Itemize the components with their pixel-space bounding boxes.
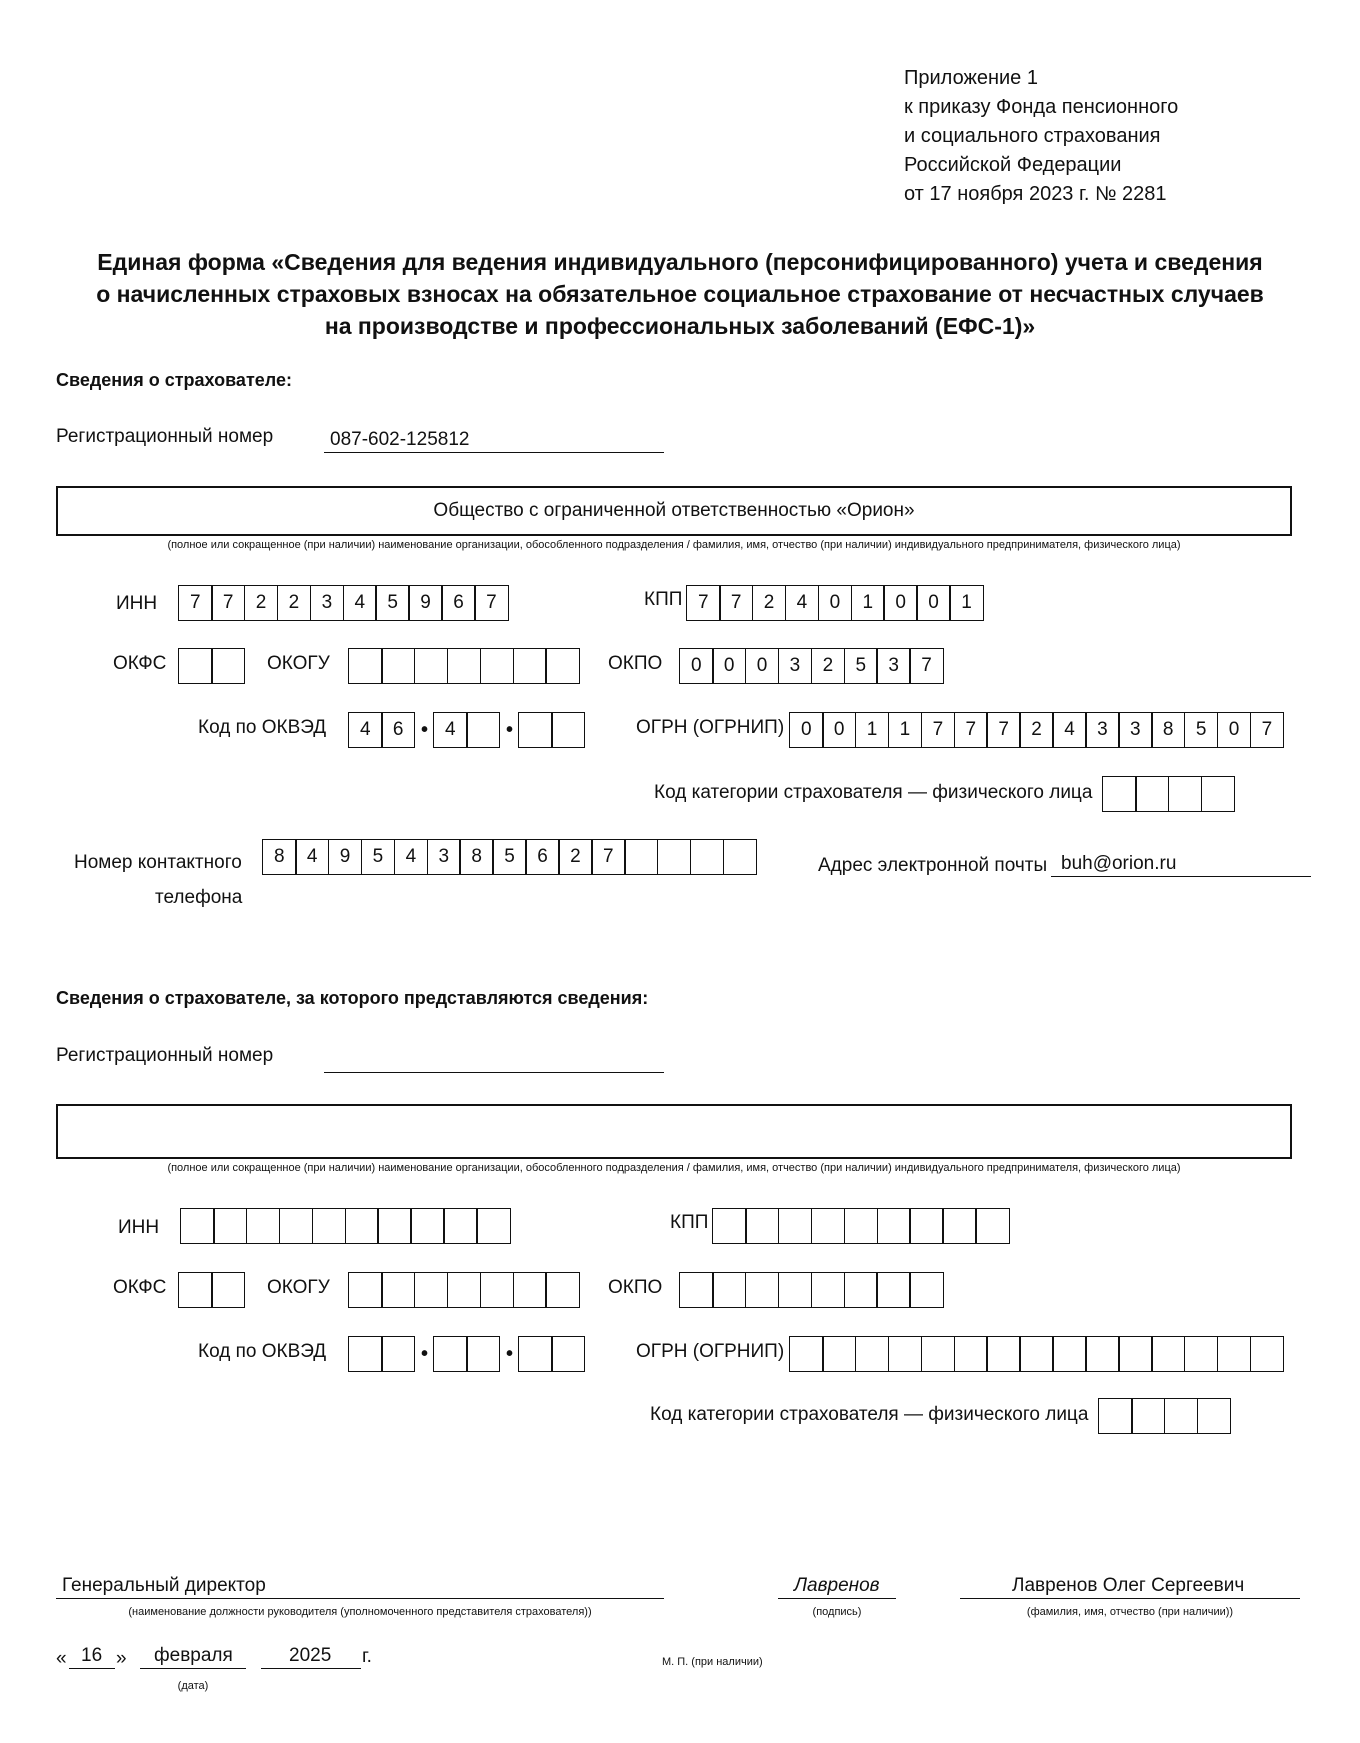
digit-cell[interactable] (877, 1208, 912, 1244)
digit-cell[interactable]: 9 (408, 585, 443, 621)
title-line: Единая форма «Сведения для ведения индивидуального (персонифицированного) учета и сведения (97, 249, 1263, 275)
org-name-field[interactable] (56, 1104, 1292, 1159)
digit-cell[interactable] (348, 1336, 383, 1372)
digit-cell[interactable]: 7 (719, 585, 754, 621)
digit-cell[interactable]: 9 (328, 839, 363, 875)
digit-cell[interactable] (811, 1208, 846, 1244)
okpo-label: ОКПО (608, 1277, 663, 1298)
date-year-suffix: г. (362, 1646, 372, 1667)
date-month-value: февраля (154, 1645, 233, 1666)
digit-cell[interactable] (480, 1272, 515, 1308)
digit-cell[interactable]: 7 (178, 585, 213, 621)
digit-cell[interactable] (789, 1336, 824, 1372)
digit-cell[interactable] (679, 1272, 714, 1308)
okved-cells-b[interactable] (433, 712, 500, 748)
digit-cell[interactable] (844, 1272, 879, 1308)
signature-value: Лавренов (794, 1575, 880, 1596)
org-name-value: Общество с ограниченной ответственностью «Орион» (433, 500, 915, 521)
date-quote-close: » (116, 1648, 127, 1669)
fio-hint: (фамилия, имя, отчество (при наличии)) (1026, 1606, 1234, 1618)
digit-cell[interactable]: 4 (295, 839, 330, 875)
digit-cell[interactable]: 5 (375, 585, 410, 621)
digit-cell[interactable] (942, 1208, 977, 1244)
reg-number-field[interactable] (324, 426, 664, 453)
digit-cell[interactable]: 0 (916, 585, 951, 621)
digit-cell[interactable] (745, 1272, 780, 1308)
digit-cell[interactable] (410, 1208, 445, 1244)
inn-cells[interactable] (178, 585, 509, 621)
digit-cell[interactable]: 7 (211, 585, 246, 621)
digit-cell[interactable] (1052, 1336, 1087, 1372)
digit-cell[interactable] (986, 1336, 1021, 1372)
digit-cell[interactable]: 3 (427, 839, 462, 875)
digit-cell[interactable]: 1 (855, 712, 890, 748)
digit-cell[interactable] (211, 648, 246, 684)
digit-cell[interactable] (1085, 1336, 1120, 1372)
digit-cell[interactable]: 3 (1085, 712, 1120, 748)
digit-cell[interactable] (690, 839, 725, 875)
digit-cell[interactable]: 3 (310, 585, 345, 621)
digit-cell[interactable] (178, 648, 213, 684)
org-name-hint: (полное или сокращенное (при наличии) наименование организации, обособленного подразделения / фамилия, имя, отчество (при наличии) индивидуального предпринимателя, физического лица) (167, 1162, 1181, 1174)
digit-cell[interactable] (844, 1208, 879, 1244)
digit-cell[interactable] (954, 1336, 989, 1372)
digit-cell[interactable] (1118, 1336, 1153, 1372)
digit-cell[interactable]: 7 (921, 712, 956, 748)
digit-cell[interactable] (348, 1272, 383, 1308)
digit-cell[interactable]: 5 (1184, 712, 1219, 748)
okfs-cells[interactable] (178, 1272, 245, 1308)
digit-cell[interactable] (657, 839, 692, 875)
category-label: Код категории страхователя — физического лица (654, 782, 1093, 803)
digit-cell[interactable]: 0 (745, 648, 780, 684)
digit-cell[interactable]: 3 (876, 648, 911, 684)
date-hint: (дата) (177, 1680, 209, 1692)
okogu-label: ОКОГУ (267, 653, 330, 674)
digit-cell[interactable] (1217, 1336, 1252, 1372)
digit-cell[interactable] (1168, 776, 1203, 812)
digit-cell[interactable]: 6 (381, 712, 416, 748)
okogu-cells[interactable] (348, 1272, 580, 1308)
digit-cell[interactable]: 2 (558, 839, 593, 875)
okved-label: Код по ОКВЭД (198, 717, 327, 738)
digit-cell[interactable]: 6 (525, 839, 560, 875)
digit-cell[interactable]: 2 (1019, 712, 1054, 748)
digit-cell[interactable] (909, 1208, 944, 1244)
digit-cell[interactable] (745, 1208, 780, 1244)
digit-cell[interactable]: 8 (1151, 712, 1186, 748)
digit-cell[interactable] (1135, 776, 1170, 812)
digit-cell[interactable]: 7 (954, 712, 989, 748)
okpo-cells[interactable] (679, 648, 944, 684)
ogrn-cells[interactable] (789, 712, 1284, 748)
email-field[interactable] (1051, 850, 1311, 877)
appendix-line: Российской Федерации (904, 154, 1122, 176)
digit-cell[interactable]: 0 (883, 585, 918, 621)
digit-cell[interactable] (545, 1272, 580, 1308)
date-year-value: 2025 (289, 1645, 332, 1666)
section2-heading: Сведения о страхователе, за которого представляются сведения: (56, 988, 649, 1008)
okfs-cells[interactable] (178, 648, 245, 684)
digit-cell[interactable]: 7 (986, 712, 1021, 748)
digit-cell[interactable]: 4 (785, 585, 820, 621)
digit-cell[interactable]: 1 (888, 712, 923, 748)
kpp-cells[interactable] (712, 1208, 1010, 1244)
digit-cell[interactable] (447, 648, 482, 684)
date-day-field[interactable] (69, 1642, 115, 1669)
digit-cell[interactable] (246, 1208, 281, 1244)
digit-cell[interactable]: 2 (752, 585, 787, 621)
digit-cell[interactable] (909, 1272, 944, 1308)
okved-separator: • (506, 1343, 514, 1365)
digit-cell[interactable] (778, 1272, 813, 1308)
position-field[interactable] (56, 1570, 664, 1599)
digit-cell[interactable] (1164, 1398, 1199, 1434)
title-line: на производстве и профессиональных заболеваний (ЕФС-1)» (324, 313, 1036, 339)
phone-label-line1: Номер контактного (74, 852, 242, 873)
digit-cell[interactable] (381, 648, 416, 684)
okved-label: Код по ОКВЭД (198, 1341, 327, 1362)
ogrn-label: ОГРН (ОГРНИП) (636, 1341, 785, 1362)
digit-cell[interactable]: 8 (262, 839, 297, 875)
org-name-field[interactable] (56, 486, 1292, 536)
digit-cell[interactable] (822, 1336, 857, 1372)
position-value: Генеральный директор (62, 1575, 266, 1596)
digit-cell[interactable] (447, 1272, 482, 1308)
digit-cell[interactable]: 4 (394, 839, 429, 875)
okfs-label: ОКФС (113, 1277, 167, 1298)
date-month-field[interactable] (140, 1642, 246, 1669)
ogrn-label: ОГРН (ОГРНИП) (636, 717, 785, 738)
appendix-line: и социального страхования (904, 125, 1161, 147)
kpp-label: КПП (670, 1212, 709, 1233)
digit-cell[interactable] (377, 1208, 412, 1244)
digit-cell[interactable] (381, 1272, 416, 1308)
digit-cell[interactable] (213, 1208, 248, 1244)
digit-cell[interactable] (518, 712, 553, 748)
digit-cell[interactable] (1250, 1336, 1285, 1372)
okpo-label: ОКПО (608, 653, 663, 674)
digit-cell[interactable] (513, 648, 548, 684)
appendix-line: к приказу Фонда пенсионного (904, 96, 1179, 118)
digit-cell[interactable]: 2 (277, 585, 312, 621)
digit-cell[interactable] (178, 1272, 213, 1308)
okved-separator: • (421, 1343, 429, 1365)
digit-cell[interactable] (778, 1208, 813, 1244)
digit-cell[interactable] (975, 1208, 1010, 1244)
digit-cell[interactable] (712, 1208, 747, 1244)
section1-heading: Сведения о страхователе: (56, 370, 292, 390)
digit-cell[interactable] (876, 1272, 911, 1308)
okpo-cells[interactable] (679, 1272, 944, 1308)
digit-cell[interactable] (518, 1336, 553, 1372)
digit-cell[interactable]: 1 (851, 585, 886, 621)
digit-cell[interactable] (1197, 1398, 1232, 1434)
inn-label: ИНН (118, 1217, 160, 1238)
digit-cell[interactable] (1184, 1336, 1219, 1372)
email-value: buh@orion.ru (1061, 853, 1177, 874)
digit-cell[interactable] (466, 1336, 501, 1372)
inn-cells[interactable] (180, 1208, 511, 1244)
okved-separator: • (421, 719, 429, 741)
okved-separator: • (506, 719, 514, 741)
digit-cell[interactable]: 4 (433, 712, 468, 748)
signature-field[interactable] (778, 1570, 896, 1599)
okogu-cells[interactable] (348, 648, 580, 684)
title-line: о начисленных страховых взносах на обязательное социальное страхование от несчастных случаев (96, 281, 1264, 307)
date-year-field[interactable] (261, 1642, 361, 1669)
digit-cell[interactable] (1019, 1336, 1054, 1372)
kpp-label: КПП (644, 589, 683, 610)
appendix-block (904, 64, 1178, 209)
reg-number-label: Регистрационный номер (56, 1045, 274, 1066)
form-title (30, 246, 1330, 342)
ogrn-cells[interactable] (789, 1336, 1284, 1372)
digit-cell[interactable] (1131, 1398, 1166, 1434)
digit-cell[interactable]: 0 (712, 648, 747, 684)
okved-cells-a[interactable] (348, 712, 415, 748)
digit-cell[interactable] (476, 1208, 511, 1244)
digit-cell[interactable]: 7 (686, 585, 721, 621)
reg-number-value: 087-602-125812 (330, 429, 470, 450)
digit-cell[interactable]: 5 (844, 648, 879, 684)
digit-cell[interactable] (513, 1272, 548, 1308)
digit-cell[interactable] (1098, 1398, 1133, 1434)
digit-cell[interactable] (480, 648, 515, 684)
digit-cell[interactable] (1102, 776, 1137, 812)
digit-cell[interactable]: 5 (361, 839, 396, 875)
email-label: Адрес электронной почты (818, 855, 1048, 876)
digit-cell[interactable]: 0 (679, 648, 714, 684)
digit-cell[interactable]: 0 (789, 712, 824, 748)
signature-hint: (подпись) (812, 1606, 862, 1618)
stamp-note: М. П. (при наличии) (662, 1656, 763, 1668)
inn-label: ИНН (116, 593, 158, 614)
category-cells[interactable] (1098, 1398, 1231, 1434)
fio-field[interactable] (960, 1570, 1300, 1599)
digit-cell[interactable]: 7 (474, 585, 509, 621)
digit-cell[interactable] (279, 1208, 314, 1244)
okfs-label: ОКФС (113, 653, 167, 674)
digit-cell[interactable] (712, 1272, 747, 1308)
digit-cell[interactable] (545, 648, 580, 684)
digit-cell[interactable]: 7 (591, 839, 626, 875)
digit-cell[interactable]: 1 (949, 585, 984, 621)
category-cells[interactable] (1102, 776, 1235, 812)
digit-cell[interactable]: 0 (1217, 712, 1252, 748)
digit-cell[interactable] (443, 1208, 478, 1244)
appendix-line: Приложение 1 (904, 67, 1038, 89)
digit-cell[interactable]: 7 (1250, 712, 1285, 748)
phone-label-line2: телефона (155, 887, 243, 908)
digit-cell[interactable]: 2 (811, 648, 846, 684)
okved-cells-c[interactable] (518, 1336, 585, 1372)
digit-cell[interactable] (345, 1208, 380, 1244)
digit-cell[interactable] (888, 1336, 923, 1372)
digit-cell[interactable]: 3 (778, 648, 813, 684)
digit-cell[interactable]: 0 (818, 585, 853, 621)
digit-cell[interactable]: 4 (348, 712, 383, 748)
digit-cell[interactable] (348, 648, 383, 684)
digit-cell[interactable] (381, 1336, 416, 1372)
digit-cell[interactable] (551, 1336, 586, 1372)
digit-cell[interactable] (312, 1208, 347, 1244)
org-name-hint: (полное или сокращенное (при наличии) наименование организации, обособленного подразделения / фамилия, имя, отчество (при наличии) индивидуального предпринимателя, физического лица) (167, 539, 1181, 551)
okogu-label: ОКОГУ (267, 1277, 330, 1298)
digit-cell[interactable]: 4 (343, 585, 378, 621)
fio-value: Лавренов Олег Сергеевич (1012, 1575, 1245, 1596)
digit-cell[interactable] (723, 839, 758, 875)
appendix-line: от 17 ноября 2023 г. № 2281 (904, 183, 1167, 205)
digit-cell[interactable] (855, 1336, 890, 1372)
digit-cell[interactable]: 3 (1118, 712, 1153, 748)
reg-number-field[interactable] (324, 1046, 664, 1073)
digit-cell[interactable]: 4 (1052, 712, 1087, 748)
digit-cell[interactable] (921, 1336, 956, 1372)
date-day-value: 16 (81, 1645, 103, 1666)
okved-cells-a[interactable] (348, 1336, 415, 1372)
digit-cell[interactable]: 2 (244, 585, 279, 621)
date-quote-open: « (56, 1648, 67, 1669)
digit-cell[interactable]: 0 (822, 712, 857, 748)
digit-cell[interactable]: 7 (909, 648, 944, 684)
okved-cells-b[interactable] (433, 1336, 500, 1372)
digit-cell[interactable] (414, 1272, 449, 1308)
category-label: Код категории страхователя — физического лица (650, 1404, 1089, 1425)
digit-cell[interactable] (414, 648, 449, 684)
okved-cells-c[interactable] (518, 712, 585, 748)
digit-cell[interactable] (1151, 1336, 1186, 1372)
digit-cell[interactable] (211, 1272, 246, 1308)
digit-cell[interactable]: 6 (441, 585, 476, 621)
digit-cell[interactable]: 8 (459, 839, 494, 875)
digit-cell[interactable] (551, 712, 586, 748)
digit-cell[interactable] (811, 1272, 846, 1308)
digit-cell[interactable] (466, 712, 501, 748)
position-hint: (наименование должности руководителя (уполномоченного представителя страхователя)) (128, 1606, 592, 1618)
digit-cell[interactable] (624, 839, 659, 875)
kpp-cells[interactable] (686, 585, 984, 621)
digit-cell[interactable] (1201, 776, 1236, 812)
digit-cell[interactable] (433, 1336, 468, 1372)
phone-cells[interactable] (262, 839, 757, 875)
digit-cell[interactable]: 5 (492, 839, 527, 875)
digit-cell[interactable] (180, 1208, 215, 1244)
reg-number-label: Регистрационный номер (56, 426, 274, 447)
